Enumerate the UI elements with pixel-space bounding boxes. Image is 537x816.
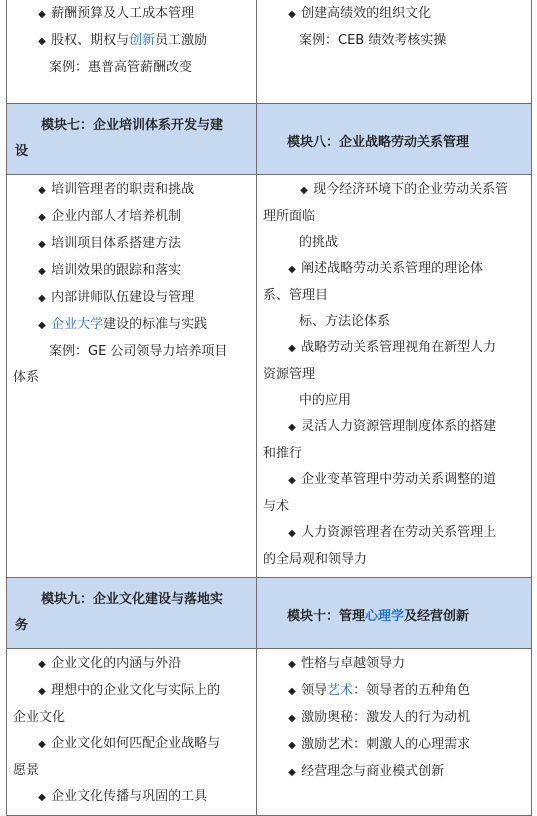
list-item-text: 建设的标准与实践 <box>103 317 208 332</box>
diamond-bullet-icon: ◆ <box>288 264 296 275</box>
list-item <box>263 1 527 28</box>
list-item-text: 企业文化传播与巩固的工具 <box>51 789 208 804</box>
list-item-continuation: 企业文化 <box>13 710 66 725</box>
list-item-text: 性格与卓越领导力 <box>301 656 406 671</box>
module-title-text: 模块九：企业文化建设与落地实 <box>41 592 224 607</box>
module-title-text: 设 <box>15 144 29 159</box>
keyword-link[interactable]: 心理学 <box>365 609 405 624</box>
module-title-part: 及经营创新 <box>404 609 470 624</box>
module10-content-cell <box>257 649 532 816</box>
list-item-text: ：领导者的五种角色 <box>353 683 471 698</box>
list-item <box>263 732 527 759</box>
list-item-text: 领导 <box>301 683 328 698</box>
list-item-text: 激励艺术：刺激人的心理需求 <box>301 737 471 752</box>
list-item <box>13 231 252 258</box>
diamond-bullet-icon: ◆ <box>38 36 46 47</box>
diamond-bullet-icon: ◆ <box>38 212 46 223</box>
module-title-text <box>265 596 523 630</box>
list-item-continuation: 愿景 <box>13 763 40 778</box>
list-item-text: 培训项目体系搭建方法 <box>51 236 182 251</box>
list-item-continuation: 的挑战 <box>299 235 339 250</box>
list-item-text: 灵活人力资源管理制度体系的搭建 <box>301 419 497 434</box>
list-item <box>13 258 252 285</box>
list-item <box>13 1 252 28</box>
module-title-text: 模块七：企业培训体系开发与建 <box>41 118 224 133</box>
list-item-continuation: 理所面临 <box>263 209 316 224</box>
module-title-text: 模块八：企业战略劳动关系管理 <box>287 135 470 150</box>
list-item-text: 企业文化如何匹配企业战略与 <box>51 736 221 751</box>
module10-title <box>257 578 532 649</box>
list-item-text: 阐述战略劳动关系管理的理论体 <box>301 261 484 276</box>
diamond-bullet-icon: ◆ <box>38 9 46 20</box>
keyword-link[interactable]: 创新 <box>129 33 156 48</box>
list-item-continuation: 资源管理 <box>263 367 316 382</box>
list-item-text: 企业文化的内涵与外沿 <box>51 656 182 671</box>
table-row <box>7 0 532 104</box>
list-item-continuation: 系、管理目 <box>263 288 329 303</box>
list-item <box>13 28 252 55</box>
list-item <box>263 651 527 678</box>
list-item <box>13 678 252 705</box>
case-line: 体系 <box>13 370 40 385</box>
diamond-bullet-icon: ◆ <box>288 475 296 486</box>
diamond-bullet-icon: ◆ <box>38 266 46 277</box>
diamond-bullet-icon: ◆ <box>288 686 296 697</box>
list-item <box>13 731 252 758</box>
list-item <box>13 312 252 339</box>
diamond-bullet-icon: ◆ <box>38 659 46 670</box>
diamond-bullet-icon: ◆ <box>288 767 296 778</box>
table-row <box>7 578 532 649</box>
list-item-text: 企业变革管理中劳动关系调整的道 <box>301 472 497 487</box>
list-item-text: 战略劳动关系管理视角在新型人力 <box>301 340 497 355</box>
list-item-continuation: 与术 <box>263 499 290 514</box>
list-item <box>263 256 527 283</box>
row1-right-cell <box>257 0 532 104</box>
list-item-text: 经营理念与商业模式创新 <box>301 764 445 779</box>
module9-title <box>7 578 257 649</box>
module-title-text: 务 <box>15 618 29 633</box>
list-item <box>263 467 527 494</box>
case-line: 案例：CEB 绩效考核实操 <box>299 33 447 48</box>
list-item <box>263 759 527 786</box>
list-item-text: 内部讲师队伍建设与管理 <box>51 290 195 305</box>
diamond-bullet-icon: ◆ <box>38 320 46 331</box>
module8-content-cell <box>257 175 532 578</box>
module7-content-cell <box>7 175 257 578</box>
list-item-text: 培训管理者的职责和挑战 <box>51 182 195 197</box>
diamond-bullet-icon: ◆ <box>38 739 46 750</box>
diamond-bullet-icon: ◆ <box>288 9 296 20</box>
diamond-bullet-icon: ◆ <box>38 792 46 803</box>
list-item <box>263 520 527 547</box>
list-item-text: 员工激励 <box>155 33 208 48</box>
diamond-bullet-icon: ◆ <box>288 740 296 751</box>
module9-content-cell <box>7 649 257 816</box>
list-item-text: 理想中的企业文化与实际上的 <box>51 683 221 698</box>
diamond-bullet-icon: ◆ <box>288 713 296 724</box>
list-item <box>13 784 252 811</box>
module7-title <box>7 104 257 175</box>
list-item-continuation: 的全局观和领导力 <box>263 552 368 567</box>
table-row <box>7 649 532 816</box>
row1-left-cell <box>7 0 257 104</box>
diamond-bullet-icon: ◆ <box>38 185 46 196</box>
list-item <box>263 177 527 204</box>
list-item-text: 现今经济环境下的企业劳动关系管 <box>313 182 509 197</box>
diamond-bullet-icon: ◆ <box>288 528 296 539</box>
diamond-bullet-icon: ◆ <box>38 686 46 697</box>
list-item-text: 激励奥秘：激发人的行为动机 <box>301 710 471 725</box>
case-line: 案例：GE 公司领导力培养项目 <box>49 344 228 359</box>
list-item <box>13 177 252 204</box>
list-item-text: 股权、期权与 <box>51 33 130 48</box>
list-item-text: 企业内部人才培养机制 <box>51 209 182 224</box>
module8-title <box>257 104 532 175</box>
list-item <box>13 651 252 678</box>
diamond-bullet-icon: ◆ <box>300 185 308 196</box>
list-item-continuation: 和推行 <box>263 446 303 461</box>
diamond-bullet-icon: ◆ <box>38 239 46 250</box>
module-title-part: 模块十：管理 <box>287 609 366 624</box>
list-item-text: 薪酬预算及人工成本管理 <box>51 6 195 21</box>
list-item <box>13 204 252 231</box>
diamond-bullet-icon: ◆ <box>38 293 46 304</box>
list-item <box>263 678 527 705</box>
table-row <box>7 104 532 175</box>
diamond-bullet-icon: ◆ <box>288 343 296 354</box>
keyword-link[interactable]: 企业大学 <box>51 317 104 332</box>
list-item <box>13 285 252 312</box>
list-item-continuation: 标、方法论体系 <box>299 314 391 329</box>
list-item-text: 培训效果的跟踪和落实 <box>51 263 182 278</box>
list-item-continuation: 中的应用 <box>299 393 352 408</box>
list-item <box>263 414 527 441</box>
list-item <box>263 335 527 362</box>
course-module-table <box>6 0 532 816</box>
diamond-bullet-icon: ◆ <box>288 659 296 670</box>
list-item <box>263 705 527 732</box>
keyword-link[interactable]: 艺术 <box>327 683 354 698</box>
case-line: 案例：惠普高管薪酬改变 <box>49 60 193 75</box>
list-item-text: 人力资源管理者在劳动关系管理上 <box>301 525 497 540</box>
table-row <box>7 175 532 578</box>
diamond-bullet-icon: ◆ <box>288 422 296 433</box>
list-item-text: 创建高绩效的组织文化 <box>301 6 432 21</box>
